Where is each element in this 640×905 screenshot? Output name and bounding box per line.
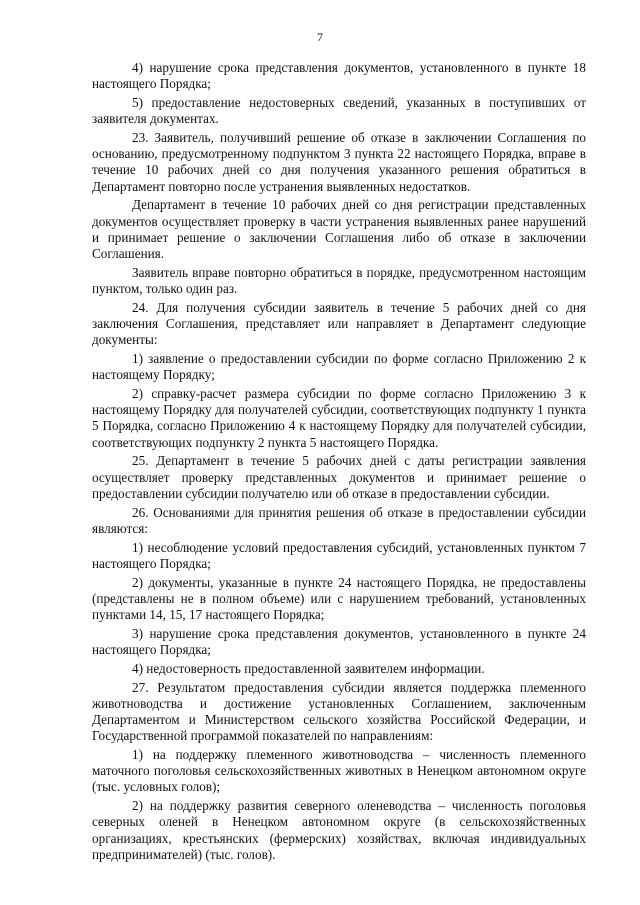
page-number: 7	[317, 30, 323, 44]
item-27-1: 1) на поддержку племенного животноводства – численность племенного маточного поголовья сельскохозяйственных животных в Ненецком автономном округе (тыс. условных голов);	[92, 747, 586, 795]
clause-25: 25. Департамент в течение 5 рабочих дней с даты регистрации заявления осуществляет проверку представленных документов и принимает решение о предоставлении субсидии получателю или об отказе в предоставлении субсидии.	[92, 453, 586, 501]
clause-23-repeat: Заявитель вправе повторно обратиться в порядке, предусмотренном настоящим пунктом, только один раз.	[92, 264, 586, 297]
clause-26: 26. Основаниями для принятия решения об отказе в предоставлении субсидии являются:	[92, 504, 586, 536]
item-27-2: 2) на поддержку развития северного оленеводства – численность поголовья северных оленей в Ненецком автономном округе (в сельскохозяйственных организациях, крестьянских (фермерских) хозяйствах, включая индивидуальных предпринимателей) (тыс. голов).	[92, 798, 586, 862]
item-26-3: 3) нарушение срока представления документов, установленного в пункте 24 настоящего Порядка;	[92, 625, 586, 658]
item-26-2: 2) документы, указанные в пункте 24 настоящего Порядка, не предоставлены (представлены не в полном объеме) или с нарушением требований, установленных пунктами 14, 15, 17 настоящего Порядка;	[92, 574, 586, 623]
clause-23: 23. Заявитель, получивший решение об отказе в заключении Соглашения по основанию, предусмотренному подпунктом 3 пункта 22 настоящего Порядка, вправе в течение 10 рабочих дней со дня получения указанного решения обратиться в Департамент повторно после устранения выявленных недостатков.	[92, 130, 586, 194]
item-26-1: 1) несоблюдение условий предоставления субсидий, установленных пунктом 7 настоящего Порядка;	[92, 539, 586, 571]
item-26-4: 4) недостоверность предоставленной заявителем информации.	[132, 660, 485, 676]
item-24-1: 1) заявление о предоставлении субсидии по форме согласно Приложению 2 к настоящему Порядку;	[92, 351, 586, 383]
item-22-4: 4) нарушение срока представления документов, установленного в пункте 18 настоящего Порядка;	[92, 60, 586, 92]
clause-23-department: Департамент в течение 10 рабочих дней со дня регистрации представленных документов осуществляет проверку в части устранения выявленных ранее нарушений и принимает решение о заключении Соглашения либо об отказе в заключении Соглашения.	[92, 197, 586, 262]
document-body	[92, 60, 586, 866]
clause-24: 24. Для получения субсидии заявитель в течение 5 рабочих дней со дня заключения Соглашения, представляет или направляет в Департамент следующие документы:	[92, 299, 586, 348]
item-24-2: 2) справку-расчет размера субсидии по форме согласно Приложению 3 к настоящему Порядку для получателей субсидии, соответствующих подпункту 1 пункта 5 Порядка, согласно Приложению 4 к настоящему Порядку для получателей субсидии, соответствующих подпункту 2 пункта 5 настоящего Порядка.	[92, 386, 586, 450]
clause-27: 27. Результатом предоставления субсидии является поддержка племенного животноводства и достижение установленных Соглашением, заключенным Департаментом и Министерством сельского хозяйства Российской Федерации, и Государственной программой показателей по направлениям:	[92, 679, 586, 744]
item-22-5: 5) предоставление недостоверных сведений, указанных в поступивших от заявителя документах.	[92, 95, 586, 127]
